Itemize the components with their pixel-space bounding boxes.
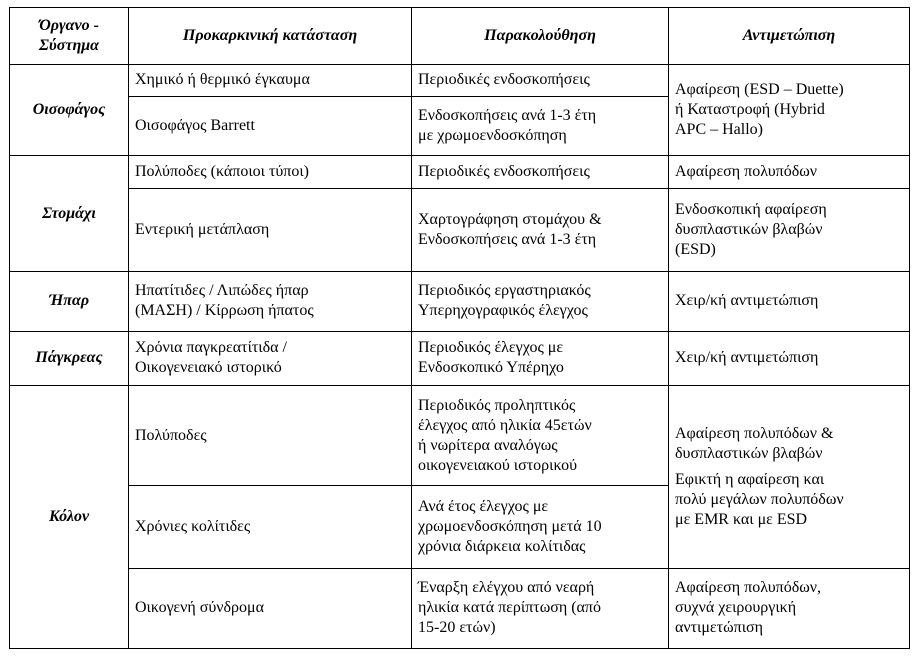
table-row <box>10 64 910 96</box>
condition-cell <box>129 486 412 568</box>
cell-line: Χρόνια παγκρεατίτιδα / <box>135 339 287 357</box>
cell-line: Εντερική μετάπλαση <box>135 221 270 239</box>
header-row <box>10 8 910 65</box>
condition-cell <box>129 189 412 271</box>
cell-line: Χημικό ή θερμικό έγκαυμα <box>135 71 310 89</box>
cell-line: Έναρξη ελέγχου από νεαρή <box>418 579 595 597</box>
cell-line: με χρωμοενδοσκόπηση <box>418 126 567 144</box>
cell-line: Ενδοσκοπήσεις ανά 1-3 έτη <box>418 106 597 124</box>
condition-cell <box>129 331 412 386</box>
cell-line: Αφαίρεση πολυπόδων <box>675 163 818 181</box>
header-treatment: Αντιμετώπιση <box>669 8 910 65</box>
cell-line: (ΜΑΣΗ) / Κίρρωση ήπατος <box>135 302 314 320</box>
cell-line: Εφικτή η αφαίρεση και <box>675 470 825 488</box>
header-organ-line: Σύστημα <box>39 36 99 54</box>
table-row <box>10 331 910 386</box>
treatment-cell <box>669 189 910 271</box>
condition-cell <box>129 64 412 96</box>
cell-line: APC – Hallo) <box>675 121 763 139</box>
condition-cell <box>129 156 412 189</box>
header-monitoring: Παρακολούθηση <box>412 8 669 65</box>
treatment-cell <box>669 568 910 648</box>
treatment-cell <box>669 271 910 331</box>
cell-line: Χειρ/κή αντιμετώπιση <box>675 292 819 310</box>
cell-line: οικογενειακού ιστορικού <box>418 456 578 474</box>
cell-line: Αφαίρεση πολυπόδων, <box>675 579 822 597</box>
cell-line: Περιοδικός προληπτικός <box>418 396 576 414</box>
cell-line: Χειρ/κή αντιμετώπιση <box>675 349 819 367</box>
header-organ-line: Όργανο - <box>39 16 99 34</box>
treatment-cell <box>669 331 910 386</box>
cell-line: Οισοφάγος Barrett <box>135 116 255 134</box>
monitoring-cell <box>412 386 669 486</box>
table-row <box>10 386 910 486</box>
condition-cell <box>129 271 412 331</box>
table-row <box>10 568 910 648</box>
cell-line: (ESD) <box>675 241 716 259</box>
organ-esophagus: Οισοφάγος <box>10 64 129 156</box>
monitoring-cell <box>412 189 669 271</box>
cell-line: ηλικία κατά περίπτωση (από <box>418 599 602 617</box>
organ-colon: Κόλον <box>10 386 129 649</box>
cell-line: Ανά έτος έλεγχος με <box>418 497 549 515</box>
cell-line: Πολύποδες <box>135 426 207 444</box>
cell-line: Χαρτογράφηση στομάχου & <box>418 211 602 229</box>
cell-line: αντιμετώπιση <box>675 619 763 637</box>
treatment-cell <box>669 386 910 568</box>
precancerous-conditions-table <box>9 7 910 649</box>
monitoring-cell <box>412 271 669 331</box>
cell-line: με EMR και με ESD <box>675 510 808 528</box>
cell-line: Αφαίρεση (ESD – Duette) <box>675 81 844 99</box>
cell-line: Οικογενειακό ιστορικό <box>135 359 282 377</box>
table-row <box>10 189 910 271</box>
monitoring-cell <box>412 156 669 189</box>
table-row <box>10 156 910 189</box>
cell-line: Περιοδικές ενδοσκοπήσεις <box>418 163 590 181</box>
monitoring-cell <box>412 64 669 96</box>
cell-line: Υπερηχογραφικός έλεγχος <box>418 302 588 320</box>
organ-pancreas: Πάγκρεας <box>10 331 129 386</box>
condition-cell <box>129 96 412 156</box>
cell-line: Οικογενή σύνδρομα <box>135 599 264 617</box>
cell-line: Πολύποδες (κάποιοι τύποι) <box>135 163 309 181</box>
cell-line: δυσπλαστικών βλαβών <box>675 444 823 462</box>
cell-line: έλεγχος από ηλικία 45ετών <box>418 416 592 434</box>
organ-liver: Ήπαρ <box>10 271 129 331</box>
cell-line: Αφαίρεση πολυπόδων & <box>675 424 834 442</box>
monitoring-cell <box>412 568 669 648</box>
cell-line: Περιοδικός έλεγχος με <box>418 339 564 357</box>
cell-line: Περιοδικός εργαστηριακός <box>418 282 591 300</box>
organ-stomach: Στομάχι <box>10 156 129 271</box>
table-row <box>10 271 910 331</box>
condition-cell <box>129 386 412 486</box>
cell-line: Περιοδικές ενδοσκοπήσεις <box>418 71 590 89</box>
cell-line: δυσπλαστικών βλαβών <box>675 221 823 239</box>
cell-line: χρόνια διάρκεια κολίτιδας <box>418 537 586 555</box>
condition-cell <box>129 568 412 648</box>
header-organ <box>10 8 129 65</box>
treatment-cell <box>669 156 910 189</box>
monitoring-cell <box>412 331 669 386</box>
cell-line: 15-20 ετών) <box>418 619 496 637</box>
cell-line: πολύ μεγάλων πολυπόδων <box>675 490 844 508</box>
cell-line: Ενδοσκοπήσεις ανά 1-3 έτη <box>418 231 597 249</box>
cell-line: Ηπατίτιδες / Λιπώδες ήπαρ <box>135 282 309 300</box>
cell-line: Ενδοσκοπικό Υπέρηχο <box>418 359 564 377</box>
cell-line: ή νωρίτερα αναλόγως <box>418 436 558 454</box>
monitoring-cell <box>412 486 669 568</box>
header-condition: Προκαρκινική κατάσταση <box>129 8 412 65</box>
cell-line: Χρόνιες κολίτιδες <box>135 517 251 535</box>
cell-line: χρωμοενδοσκόπηση μετά 10 <box>418 517 602 535</box>
treatment-cell <box>669 64 910 156</box>
cell-line: Ενδοσκοπική αφαίρεση <box>675 201 827 219</box>
cell-line: ή Καταστροφή (Hybrid <box>675 101 825 119</box>
cell-line: συχνά χειρουργική <box>675 599 797 617</box>
monitoring-cell <box>412 96 669 156</box>
